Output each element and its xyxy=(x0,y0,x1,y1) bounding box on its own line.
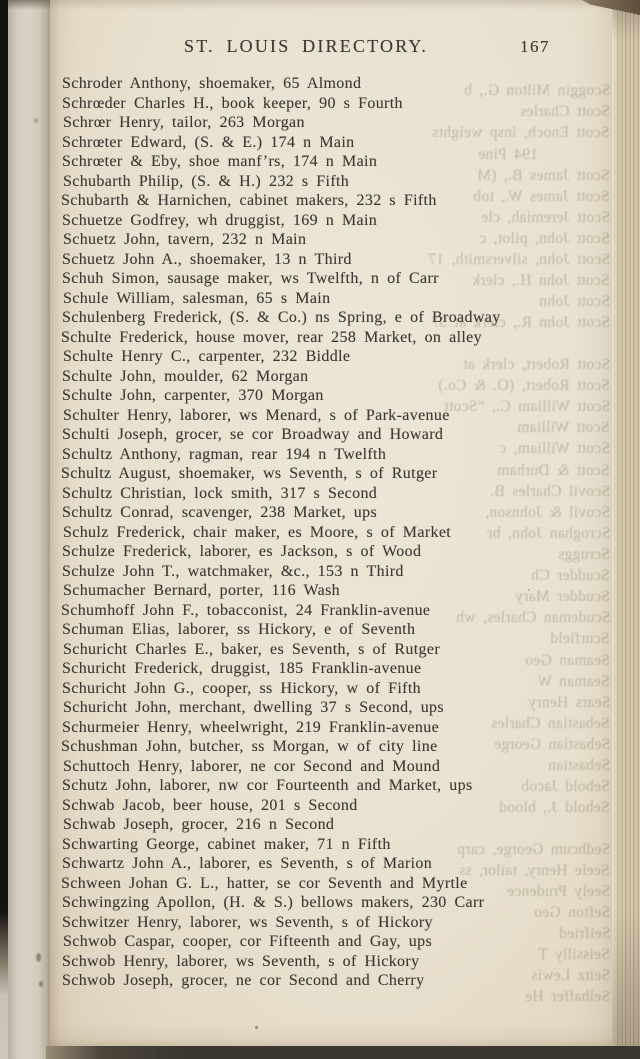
directory-entry: Schushman John, butcher, ss Morgan, w of city line xyxy=(61,738,438,755)
ghost-bleed-line: Seaman Geo xyxy=(525,652,610,669)
directory-entry: Schubarth Philip, (S. & H.) 232 s Fifth xyxy=(63,172,350,190)
page-number: 167 xyxy=(520,37,550,56)
directory-entry: Schultz Conrad, scavenger, 238 Market, ups xyxy=(62,504,378,521)
ghost-bleed-line: Scott William xyxy=(517,419,610,436)
directory-entry: Schuetz John, tavern, 232 n Main xyxy=(63,231,307,248)
ghost-bleed-line: Sefton Geo xyxy=(533,904,610,921)
directory-entry: Schulte John, carpenter, 370 Morgan xyxy=(62,387,324,404)
directory-entry: Schwob Henry, laborer, ws Seventh, s of Hickory xyxy=(62,952,420,970)
ghost-bleed-line: Scott John R., clerk at 57 xyxy=(430,314,610,331)
ghost-bleed-line: Scoggin Milton G., b xyxy=(463,82,610,99)
ghost-bleed-line: Scott Robert, (O. & Co.) xyxy=(437,377,610,394)
directory-entry: Schwab Jacob, beer house, 201 s Second xyxy=(62,796,358,814)
scan-edge-left xyxy=(0,0,8,1059)
directory-entry: Schurmeier Henry, wheelwright, 219 Franklin-avenue xyxy=(62,718,440,736)
ghost-bleed-line: Sebastian Charles xyxy=(491,715,610,732)
directory-entry: Schule William, salesman, 65 s Main xyxy=(63,289,331,307)
directory-entry: Schuh Simon, sausage maker, ws Twelfth, n of Carr xyxy=(62,270,439,287)
ghost-bleed-line: Scott John H., clerk xyxy=(472,272,610,289)
ghost-bleed-line: Scott Jeremiah, cle xyxy=(480,209,610,226)
directory-entry: Schultz Christian, lock smith, 317 s Second xyxy=(62,484,378,502)
ghost-bleed-line: Scott John xyxy=(538,293,610,310)
facing-page-edge xyxy=(8,0,54,1059)
ghost-bleed-line: Sebastian George xyxy=(493,736,610,753)
directory-entry: Schubarth & Harnichen, cabinet makers, 232 s Fifth xyxy=(61,192,437,209)
directory-entry: Schwitzer Henry, laborer, ws Seventh, s of Hickory xyxy=(62,913,433,931)
directory-entry: Schulte Frederick, house mover, rear 258 Market, on alley xyxy=(61,328,482,346)
ghost-bleed-line: Seely Prudence xyxy=(506,883,610,900)
ghost-bleed-line: Seele Henry, tailor, ss xyxy=(459,862,610,879)
ghost-bleed-line: Selhaffer He xyxy=(524,988,610,1005)
page-header-title: ST. LOUIS DIRECTORY. xyxy=(183,36,429,56)
ghost-bleed-line: Sebold J., blood xyxy=(499,799,610,816)
directory-entry: Schwingzing Apollon, (H. & S.) bellows makers, 230 Carr xyxy=(62,894,485,911)
ghost-bleed-line: Scroghan John, br xyxy=(486,525,610,542)
ghost-bleed-line: Sedhcum George, carp xyxy=(456,841,610,858)
ghost-bleed-line: Scott James B., (M xyxy=(477,167,610,184)
directory-entry: Schuricht Frederick, druggist, 185 Franklin-avenue xyxy=(62,660,422,677)
ghost-bleed-line: Scott Charles xyxy=(520,103,610,120)
ghost-bleed-line: Seitz Lewis xyxy=(530,967,610,984)
directory-entry: Schulter Henry, laborer, ws Menard, s of Park-avenue xyxy=(63,406,450,424)
ghost-bleed-line: 194 Pine xyxy=(477,146,538,163)
directory-entry: Schumacher Bernard, porter, 116 Wash xyxy=(63,582,341,599)
directory-entry: Schuetze Godfrey, wh druggist, 169 n Main xyxy=(62,211,378,229)
directory-entries xyxy=(62,74,610,991)
ghost-bleed-line: Scovil Charles B. xyxy=(489,483,610,500)
ghost-bleed-line: Scott William, c xyxy=(498,440,610,457)
ghost-bleed-line: Scudder Ch xyxy=(531,567,610,584)
paper-fleck xyxy=(39,981,43,987)
directory-entry: Schrœr Henry, tailor, 263 Morgan xyxy=(63,114,305,131)
directory-entry: Schulte Henry C., carpenter, 232 Biddle xyxy=(63,348,351,365)
directory-entry: Schulti Joseph, grocer, se cor Broadway and Howard xyxy=(62,426,444,443)
ghost-bleed-line: Scovil & Johnson, xyxy=(484,504,610,521)
directory-entry: Schween Johan G. L., hatter, se cor Seventh and Myrtle xyxy=(61,874,468,892)
directory-entry: Schulze John T., watchmaker, &c., 153 n Third xyxy=(62,562,404,580)
ghost-bleed-line: Scott John, silversmith, 17 xyxy=(427,251,610,268)
ghost-bleed-line: Scott James W., tob xyxy=(473,188,610,205)
directory-entry: Schulenberg Frederick, (S. & Co.) ns Spring, e of Broadway xyxy=(62,309,501,326)
ghost-bleed-line: Scudder Mary xyxy=(515,588,610,605)
ghost-bleed-line: Sears Henry xyxy=(527,694,610,711)
ghost-bleed-line: Scott John, pilot, c xyxy=(479,230,610,247)
directory-entry: Schumhoff John F., tobacconist, 24 Franklin-avenue xyxy=(61,601,431,619)
ghost-bleed-line: Sebold Jacob xyxy=(521,778,610,795)
directory-entry: Schuman Elias, laborer, ss Hickory, e of Seventh xyxy=(62,621,416,638)
directory-entry: Schwartz John A., laborer, es Seventh, s of Marion xyxy=(62,855,433,872)
ghost-bleed-line: Scott & Durham xyxy=(497,462,610,479)
directory-page xyxy=(50,0,614,1048)
ghost-bleed-line: Scott Enoch, insp weights xyxy=(432,124,610,141)
ghost-bleed-line: Scudeman Charles, wh xyxy=(455,609,610,626)
directory-entry: Schutz John, laborer, nw cor Fourteenth and Market, ups xyxy=(62,777,473,794)
directory-entry: Schuetz John A., shoemaker, 13 n Third xyxy=(62,250,352,268)
directory-entry: Schulze Frederick, laborer, es Jackson, s of Wood xyxy=(62,543,422,560)
ghost-bleed-line: Seifried xyxy=(558,925,610,942)
directory-entry: Schuricht John G., cooper, ss Hickory, w of Fifth xyxy=(62,679,421,697)
ghost-bleed-line: Seissilly T xyxy=(538,946,610,963)
ghost-bleed-line: Sebastian xyxy=(547,757,610,774)
paper-fleck xyxy=(34,118,38,123)
paper-fleck xyxy=(36,953,41,962)
directory-entry: Schuricht Charles E., baker, es Seventh, s of Rutger xyxy=(63,640,441,658)
paper-speck xyxy=(255,1026,258,1029)
page-edges-right xyxy=(612,0,640,1059)
directory-entry: Schrœter & Eby, shoe manf’rs, 174 n Main xyxy=(62,153,378,170)
directory-entry: Schroder Anthony, shoemaker, 65 Almond xyxy=(62,75,362,92)
directory-entry: Schuricht John, merchant, dwelling 37 s Second, ups xyxy=(63,699,444,716)
ghost-bleed-line: Scott Robert, clerk at xyxy=(462,356,610,373)
ghost-bleed-line: Scruggs xyxy=(557,546,610,563)
ghost-bleed-line: Seaman W xyxy=(537,673,610,690)
directory-entry: Schrœder Charles H., book keeper, 90 s Fourth xyxy=(62,94,403,112)
directory-entry: Schultz Anthony, ragman, rear 194 n Twelfth xyxy=(62,445,387,463)
directory-entry: Schwob Joseph, grocer, ne cor Second and Cherry xyxy=(62,972,425,989)
directory-entry: Schulz Frederick, chair maker, es Moore, s of Market xyxy=(63,523,452,541)
directory-entry: Schwarting George, cabinet maker, 71 n Fifth xyxy=(62,835,391,853)
ghost-bleed-line: Scurfield xyxy=(550,630,610,647)
directory-entry: Schultz August, shoemaker, ws Seventh, s of Rutger xyxy=(61,465,438,482)
directory-entry: Schulte John, moulder, 62 Morgan xyxy=(62,367,309,385)
scan-edge-bottom xyxy=(46,1046,640,1059)
paper-speck xyxy=(528,589,530,591)
directory-entry: Schwab Joseph, grocer, 216 n Second xyxy=(63,816,335,833)
directory-entry: Schwob Caspar, cooper, cor Fifteenth and Gay, ups xyxy=(63,933,433,950)
directory-entry: Schuttoch Henry, laborer, ne cor Second and Mound xyxy=(63,757,441,775)
ghost-bleed-line: Scott William C., “Scott xyxy=(443,398,610,415)
directory-entry: Schrœter Edward, (S. & E.) 174 n Main xyxy=(62,133,355,151)
